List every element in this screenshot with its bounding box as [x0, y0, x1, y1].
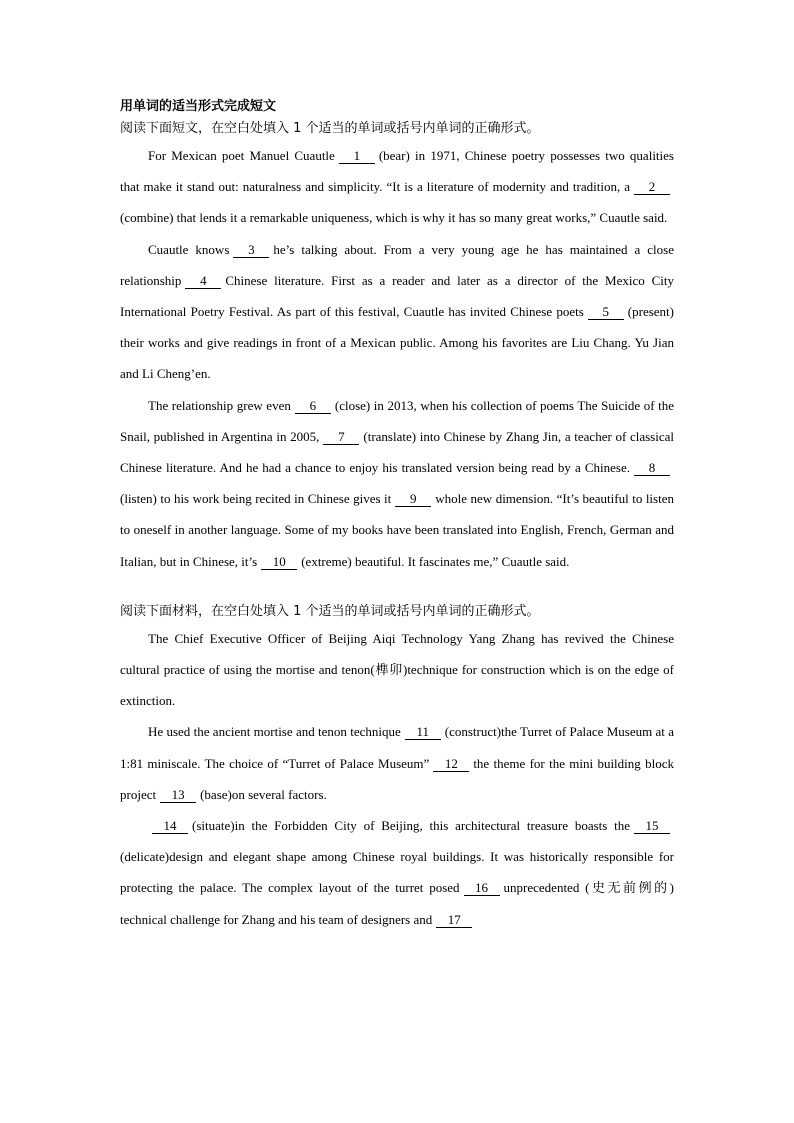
blank-7[interactable]: 7	[323, 430, 359, 445]
blank-10[interactable]: 10	[261, 555, 297, 570]
text-segment: (translate) into Chinese by Zhang Jin, a teacher of classical Chinese literature. And he had a chance to enjoy his translated version being read by a Chinese.	[120, 428, 675, 476]
text-segment: (delicate)design and elegant shape among Chinese royal buildings. It was historically responsible for protecting the palace. The complex layout of the turret posed	[120, 849, 674, 896]
blank-3[interactable]: 3	[233, 243, 269, 258]
blank-9[interactable]: 9	[395, 492, 431, 507]
blank-4[interactable]: 4	[185, 274, 221, 289]
document-page	[120, 96, 674, 935]
text-segment: (base)on several factors.	[200, 786, 327, 802]
text-segment: For Mexican poet Manuel Cuautle	[148, 148, 335, 163]
text-segment: (listen) to his work being recited in Chinese gives it	[120, 491, 392, 507]
passage2-paragraph-1	[120, 623, 674, 717]
blank-2[interactable]: 2	[634, 180, 670, 195]
blank-12[interactable]: 12	[433, 757, 469, 772]
exercise-heading: 用单词的适当形式完成短文	[120, 99, 277, 114]
section-spacer	[120, 577, 674, 601]
passage1-paragraph-1	[120, 140, 674, 234]
passage2-paragraph-3	[120, 810, 674, 935]
text-segment: the theme for the mini building block project	[120, 755, 674, 802]
text-segment: The relationship grew even	[148, 397, 291, 413]
blank-14[interactable]: 14	[152, 819, 188, 834]
passage2-paragraph-2	[120, 716, 674, 810]
text-segment: He used the ancient mortise and tenon technique	[148, 724, 401, 740]
text-segment: The Chief Executive Officer of Beijing Aiqi Technology Yang Zhang has revived the Chinese cultural practice of using the mortise and tenon(榫卯)technique for construction which is on the edge of extinction.	[120, 630, 674, 709]
text-segment: Cuautle knows	[148, 241, 230, 257]
text-segment: whole new dimension. “It’s beautiful to listen to oneself in another language. Some of my books have been translated into English, French, German and Italian, but in Chinese, it’s	[120, 491, 674, 569]
text-segment: (bear) in 1971, Chinese poetry possesses two qualities that make it stand out: naturalness and simplicity. “It is a literature of modernity and tradition, a	[120, 148, 674, 195]
blank-5[interactable]: 5	[588, 305, 624, 320]
text-segment: (combine) that lends it a remarkable uniqueness, which is why it has so many great works,” Cuautle said.	[120, 210, 668, 226]
passage2-instruction: 阅读下面材料，在空白处填入 1 个适当的单词或括号内单词的正确形式。	[120, 603, 540, 619]
blank-1[interactable]: 1	[339, 149, 375, 164]
text-segment: unprecedented (史无前例的) technical challenge for Zhang and his team of designers and	[120, 880, 674, 927]
blank-17[interactable]: 17	[436, 913, 472, 928]
text-segment: (extreme) beautiful. It fascinates me,” Cuautle said.	[301, 553, 570, 569]
text-segment: (construct)the Turret of Palace Museum at a 1:81 miniscale. The choice of “Turret of Palace Museum”	[120, 724, 674, 771]
text-segment: (situate)in the Forbidden City of Beijing, this architectural treasure boasts the	[192, 818, 630, 834]
passage1-instruction: 阅读下面短文，在空白处填入 1 个适当的单词或括号内单词的正确形式。	[120, 121, 540, 136]
passage1-paragraph-2	[120, 234, 674, 390]
passage1-paragraph-3	[120, 390, 674, 577]
blank-13[interactable]: 13	[160, 788, 196, 803]
blank-8[interactable]: 8	[634, 461, 670, 476]
text-segment: (present) their works and give readings in front of a Mexican public. Among his favorites are Liu Chang. Yu Jian and Li Cheng’en.	[120, 304, 674, 382]
blank-15[interactable]: 15	[634, 819, 670, 834]
text-segment: he’s talking about. From a very young age he has maintained a close relationship	[120, 241, 674, 288]
blank-11[interactable]: 11	[405, 725, 441, 740]
text-segment: Chinese literature. First as a reader and later as a director of the Mexico City International Poetry Festival. As part of this festival, Cuautle has invited Chinese poets	[120, 272, 674, 320]
blank-6[interactable]: 6	[295, 399, 331, 414]
text-segment: (close) in 2013, when his collection of poems The Suicide of the Snail, published in Argentina in 2005,	[120, 397, 674, 444]
blank-16[interactable]: 16	[464, 881, 500, 896]
